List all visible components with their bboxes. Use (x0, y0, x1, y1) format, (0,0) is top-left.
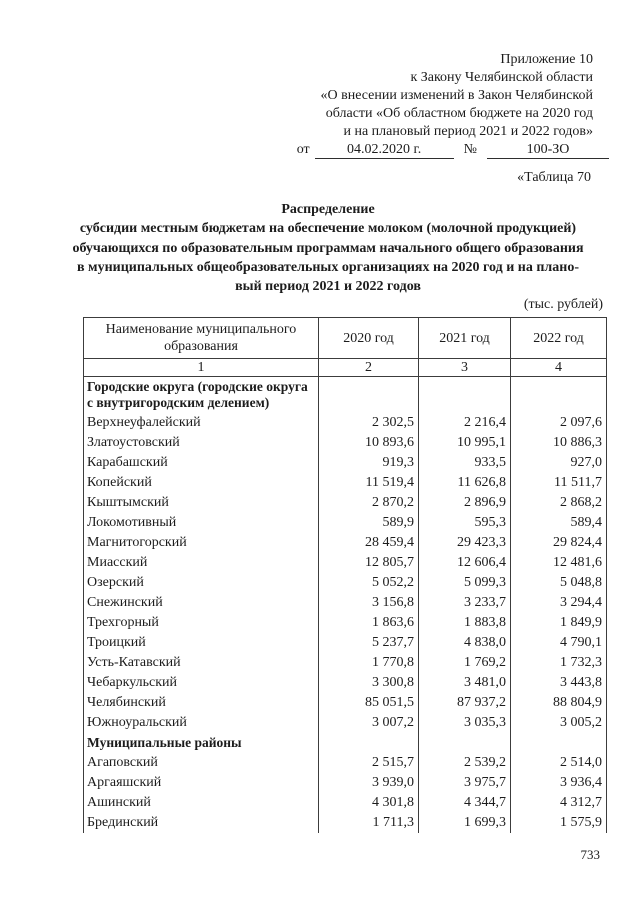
table-row (84, 473, 607, 493)
value-cell: 88 804,9 (511, 693, 607, 713)
document-date-line (297, 141, 609, 159)
value-cell: 3 294,4 (511, 593, 607, 613)
value-cell: 3 005,2 (511, 713, 607, 733)
value-cell: 1 769,2 (419, 653, 511, 673)
value-cell: 3 156,8 (319, 593, 419, 613)
value-cell: 4 838,0 (419, 633, 511, 653)
column-number: 4 (511, 359, 607, 377)
value-cell: 5 099,3 (419, 573, 511, 593)
value-cell (319, 733, 419, 753)
value-cell: 2 870,2 (319, 493, 419, 513)
municipality-name-cell: Челябинский (84, 693, 319, 713)
table-row (84, 713, 607, 733)
header-line: Приложение 10 (500, 52, 593, 67)
value-cell: 1 849,9 (511, 613, 607, 633)
value-cell: 927,0 (511, 453, 607, 473)
municipality-name-cell: Агаповский (84, 753, 319, 773)
municipality-name-cell: Локомотивный (84, 513, 319, 533)
value-cell: 10 893,6 (319, 433, 419, 453)
value-cell (419, 733, 511, 753)
table-row (84, 653, 607, 673)
value-cell: 1 711,3 (319, 813, 419, 833)
value-cell: 12 606,4 (419, 553, 511, 573)
value-cell: 3 233,7 (419, 593, 511, 613)
value-cell (319, 377, 419, 414)
value-cell: 2 302,5 (319, 413, 419, 433)
table-row (84, 593, 607, 613)
table-row (84, 413, 607, 433)
value-cell: 1 699,3 (419, 813, 511, 833)
value-cell: 85 051,5 (319, 693, 419, 713)
value-cell: 5 052,2 (319, 573, 419, 593)
value-cell: 2 514,0 (511, 753, 607, 773)
municipality-name-cell: Трехгорный (84, 613, 319, 633)
header-line: и на плановый период 2021 и 2022 годов» (343, 124, 593, 139)
value-cell: 3 300,8 (319, 673, 419, 693)
table-row (84, 773, 607, 793)
column-header-2020: 2020 год (319, 318, 419, 359)
table-row (84, 813, 607, 833)
table-row (84, 453, 607, 473)
municipality-name-cell: Карабашский (84, 453, 319, 473)
title-line: субсидии местным бюджетам на обеспечение молоком (молочной продукцией) (79, 221, 577, 237)
municipality-name-cell: Миасский (84, 553, 319, 573)
value-cell: 3 939,0 (319, 773, 419, 793)
table-row (84, 673, 607, 693)
value-cell: 12 481,6 (511, 553, 607, 573)
column-header-2021: 2021 год (419, 318, 511, 359)
municipality-name-cell: Усть-Катавский (84, 653, 319, 673)
value-cell: 1 883,8 (419, 613, 511, 633)
value-cell: 28 459,4 (319, 533, 419, 553)
section-row (84, 733, 607, 753)
table-row (84, 633, 607, 653)
column-number: 2 (319, 359, 419, 377)
document-title (36, 200, 620, 296)
municipality-name-cell: Златоустовский (84, 433, 319, 453)
date-field: 04.02.2020 г. (315, 141, 454, 159)
from-label: от (296, 142, 310, 157)
table-row (84, 693, 607, 713)
header-line: области «Об областном бюджете на 2020 год (325, 106, 593, 121)
municipality-name-cell: Южноуральский (84, 713, 319, 733)
municipality-name-cell: Брединский (84, 813, 319, 833)
column-number: 3 (419, 359, 511, 377)
value-cell: 3 035,3 (419, 713, 511, 733)
value-cell: 1 732,3 (511, 653, 607, 673)
column-number: 1 (84, 359, 319, 377)
value-cell: 5 048,8 (511, 573, 607, 593)
value-cell: 3 443,8 (511, 673, 607, 693)
table-row (84, 573, 607, 593)
number-field: 100-ЗО (487, 141, 609, 159)
section-name-cell: Городские округа (городские округа с внутригородским делением) (84, 377, 319, 414)
page-number: 733 (580, 847, 600, 862)
title-line: Распределение (281, 202, 375, 217)
table-row (84, 553, 607, 573)
value-cell: 11 626,8 (419, 473, 511, 493)
value-cell: 1 575,9 (511, 813, 607, 833)
value-cell: 5 237,7 (319, 633, 419, 653)
table-row (84, 493, 607, 513)
section-name-cell: Муниципальные районы (84, 733, 319, 753)
column-header-name: Наименование муниципального образования (84, 318, 319, 359)
municipality-name-cell: Троицкий (84, 633, 319, 653)
value-cell: 11 511,7 (511, 473, 607, 493)
municipality-name-cell: Чебаркульский (84, 673, 319, 693)
value-cell (511, 733, 607, 753)
value-cell: 589,9 (319, 513, 419, 533)
table-number-label: «Таблица 70 (517, 170, 591, 185)
header-line: к Закону Челябинской области (410, 70, 593, 85)
value-cell: 3 975,7 (419, 773, 511, 793)
value-cell: 4 344,7 (419, 793, 511, 813)
value-cell: 10 886,3 (511, 433, 607, 453)
value-cell: 3 007,2 (319, 713, 419, 733)
table-row (84, 793, 607, 813)
municipality-name-cell: Кыштымский (84, 493, 319, 513)
value-cell: 29 423,3 (419, 533, 511, 553)
value-cell: 3 481,0 (419, 673, 511, 693)
value-cell: 4 790,1 (511, 633, 607, 653)
table-row (84, 513, 607, 533)
column-numbers-row (84, 359, 607, 377)
distribution-table (83, 317, 607, 833)
value-cell: 595,3 (419, 513, 511, 533)
table-row (84, 613, 607, 633)
municipality-name-cell: Снежинский (84, 593, 319, 613)
legal-header (297, 51, 593, 159)
municipality-name-cell: Озерский (84, 573, 319, 593)
value-cell (419, 377, 511, 414)
number-sign: № (463, 142, 477, 157)
municipality-name-cell: Магнитогорский (84, 533, 319, 553)
municipality-name-cell: Ашинский (84, 793, 319, 813)
title-line: вый период 2021 и 2022 годов (235, 279, 421, 295)
value-cell: 11 519,4 (319, 473, 419, 493)
value-cell: 2 515,7 (319, 753, 419, 773)
value-cell: 2 539,2 (419, 753, 511, 773)
value-cell: 29 824,4 (511, 533, 607, 553)
value-cell: 12 805,7 (319, 553, 419, 573)
value-cell: 589,4 (511, 513, 607, 533)
column-header-2022: 2022 год (511, 318, 607, 359)
table-row (84, 533, 607, 553)
value-cell: 87 937,2 (419, 693, 511, 713)
municipality-name-cell: Аргаяшский (84, 773, 319, 793)
value-cell: 2 097,6 (511, 413, 607, 433)
value-cell: 1 770,8 (319, 653, 419, 673)
value-cell: 919,3 (319, 453, 419, 473)
value-cell: 1 863,6 (319, 613, 419, 633)
value-cell: 2 216,4 (419, 413, 511, 433)
units-label: (тыс. рублей) (523, 297, 603, 312)
value-cell: 2 896,9 (419, 493, 511, 513)
table-header-row (84, 318, 607, 359)
value-cell: 933,5 (419, 453, 511, 473)
value-cell: 4 312,7 (511, 793, 607, 813)
table-row (84, 753, 607, 773)
header-line: «О внесении изменений в Закон Челябинской (320, 88, 593, 103)
table-row (84, 433, 607, 453)
title-line: обучающихся по образовательным программам начального общего образования (72, 240, 584, 256)
section-row (84, 377, 607, 414)
value-cell (511, 377, 607, 414)
title-line: в муниципальных общеобразовательных организациях на 2020 год и на плано- (76, 259, 579, 275)
value-cell: 10 995,1 (419, 433, 511, 453)
municipality-name-cell: Копейский (84, 473, 319, 493)
value-cell: 2 868,2 (511, 493, 607, 513)
municipality-name-cell: Верхнеуфалейский (84, 413, 319, 433)
value-cell: 4 301,8 (319, 793, 419, 813)
value-cell: 3 936,4 (511, 773, 607, 793)
